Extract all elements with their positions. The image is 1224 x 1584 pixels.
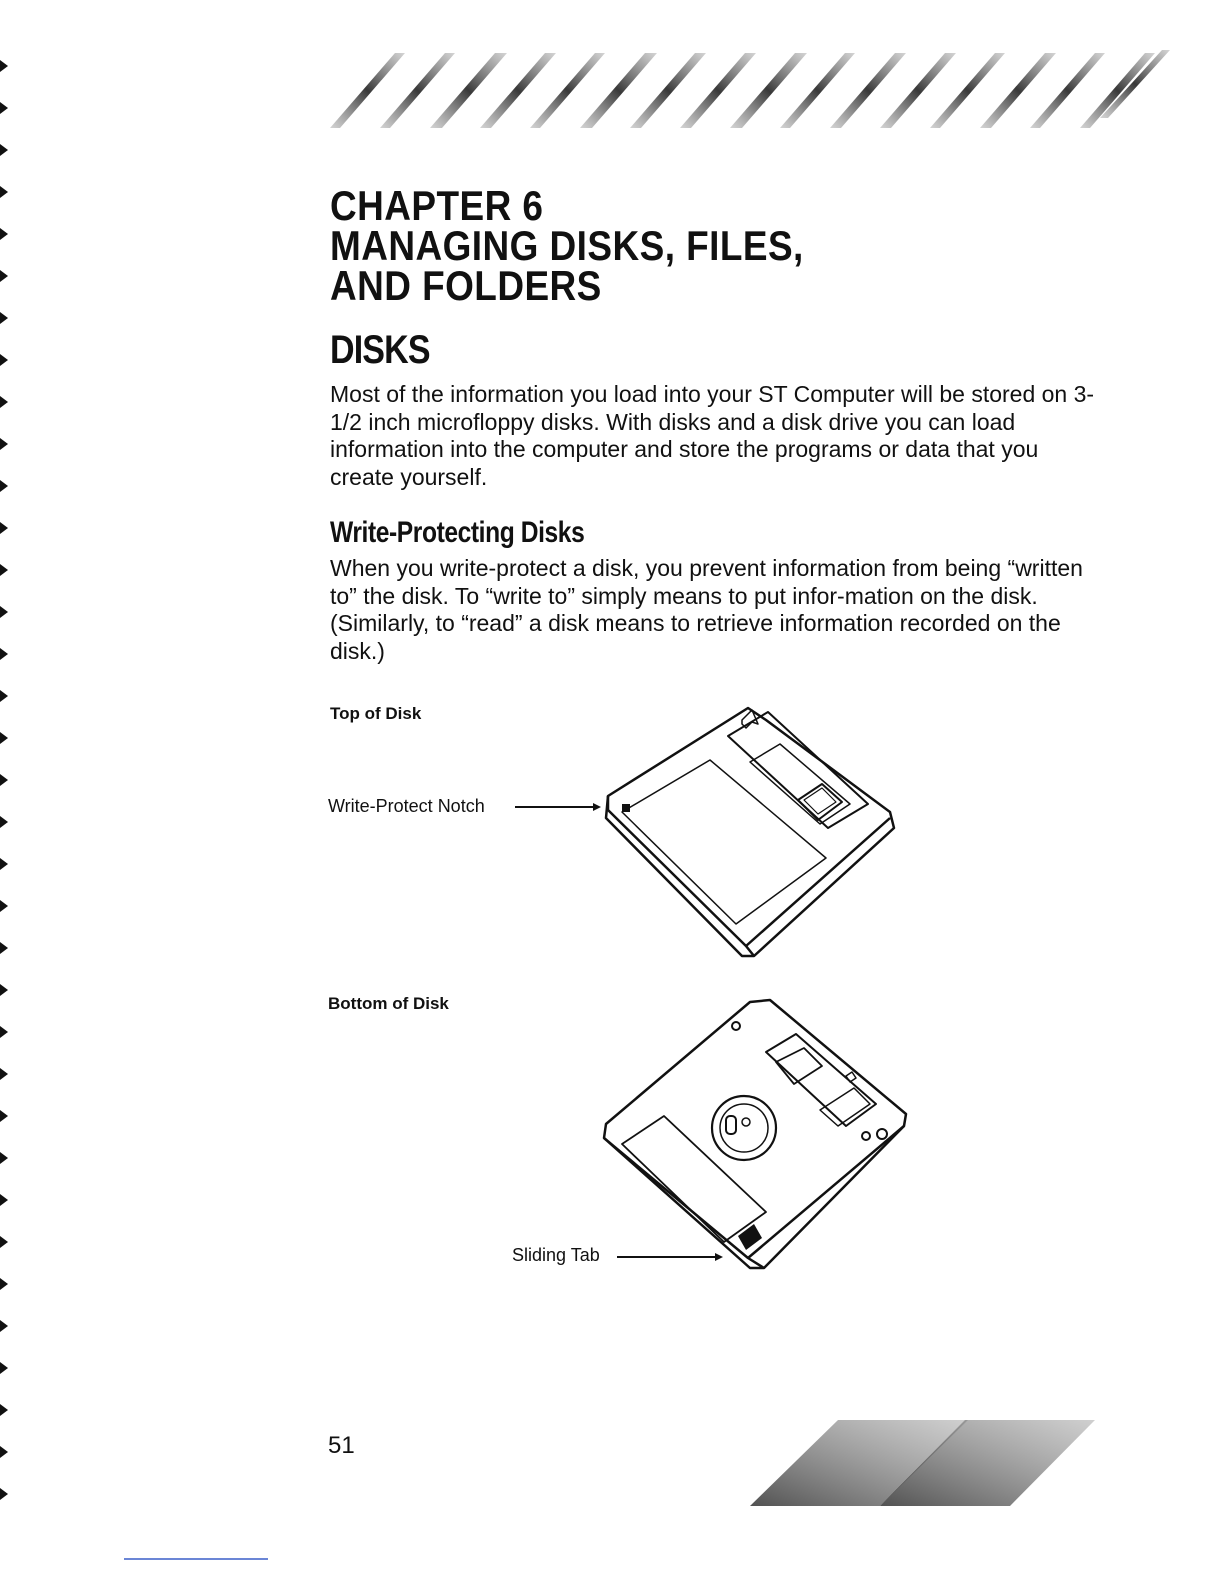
section-paragraph: Most of the information you load into your ST Computer will be stored on 3-1/2 inch microfloppy disks. With disks and a disk drive you can load information into the computer and store the programs or data that you create yourself.	[330, 381, 1095, 490]
subsection-title: Write-Protecting Disks	[330, 516, 585, 549]
chapter-title	[330, 182, 804, 309]
subsection-paragraph: When you write-protect a disk, you prevent information from being “written to” the disk. To “write to” simply means to put infor-mation on the disk. (Similarly, to “read” a disk means to retrieve information recorded on the disk.)	[330, 555, 1083, 664]
notch-arrow	[515, 806, 595, 808]
footer-stripes	[750, 1418, 1095, 1510]
write-protect-notch-callout: Write-Protect Notch	[328, 796, 485, 816]
chapter-title-line-3: AND FOLDERS	[330, 262, 602, 309]
binding-marks	[0, 40, 14, 1520]
tab-arrow	[617, 1256, 717, 1258]
chapter-number: CHAPTER 6	[330, 182, 544, 229]
page-number: 51	[328, 1432, 355, 1459]
footer-rule	[124, 1558, 268, 1560]
sliding-tab-callout: Sliding Tab	[512, 1245, 600, 1265]
header-stripes	[330, 48, 1180, 148]
disk-bottom-illustration	[600, 992, 912, 1272]
figure-label-top: Top of Disk	[330, 704, 422, 723]
figure-label-bottom: Bottom of Disk	[328, 994, 449, 1013]
section-title: DISKS	[330, 328, 430, 372]
disk-top-illustration	[600, 700, 900, 962]
chapter-title-line-2: MANAGING DISKS, FILES,	[330, 222, 804, 269]
